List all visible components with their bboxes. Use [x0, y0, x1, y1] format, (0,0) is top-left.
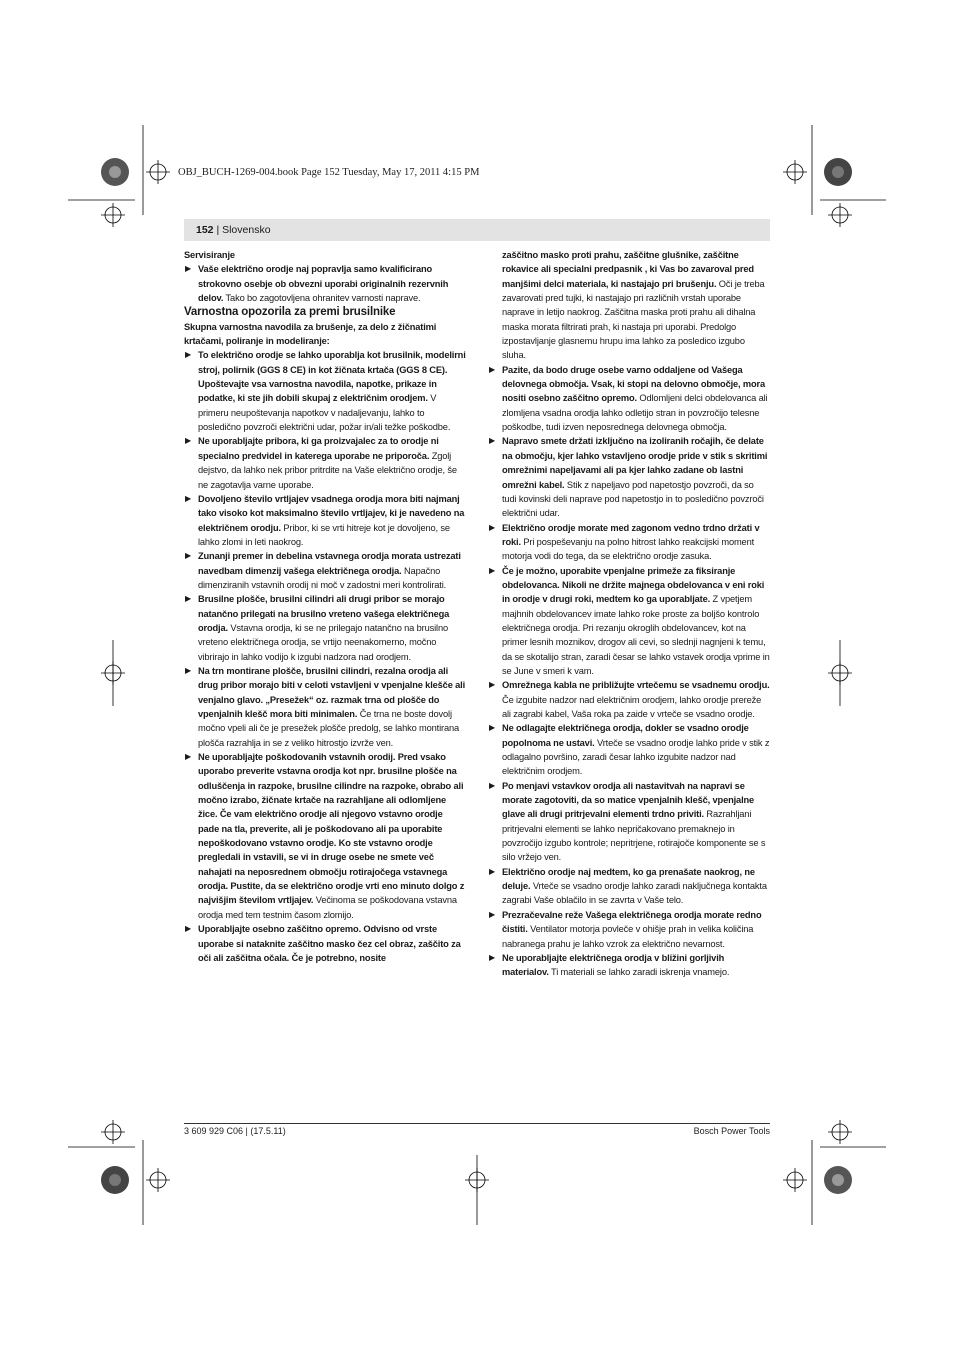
- triangle-right-icon: ▶: [185, 436, 192, 446]
- left-column: [184, 248, 466, 965]
- page-label: [196, 224, 271, 236]
- footer-brand: Bosch Power Tools: [693, 1126, 770, 1136]
- servicing-heading: Servisiranje: [184, 250, 235, 260]
- header-separator: |: [213, 224, 223, 236]
- triangle-right-icon: ▶: [185, 264, 192, 274]
- safety-bullet: ▶ Po menjavi vstavkov orodja ali nastavitvah na napravi se morate zagotoviti, da so matice vpenjalnih klešč, vpenjalne glave ali drugi pritrjevalni elementi trdno priviti. Razrahljani pritrjevalni elementi se lahko nepričakovano premaknejo in povzročijo izgubo kontrole; nepritrjene, rotirajoče komponente se s silo vržejo ven.: [489, 780, 766, 863]
- continued-paragraph: zaščitno masko proti prahu, zaščitne glušnike, zaščitne rokavice ali specialni predpasnik , ki Vas bo zavaroval pred manjšimi delci materiala, ki nastajajo pri brušenju. Oči je treba zavarovati pred tujki, ki nastajajo pri različnih vrstah uporabe naprave in letijo naokrog. Zaščitna maska proti prahu ali dihalna maska morata filtrirati prah, ki nastaja pri uporabi. Predolgo izpostavljanje glasnemu hrupu ima lahko za posledico izgubo sluha.: [502, 250, 765, 361]
- triangle-right-icon: ▶: [185, 665, 192, 675]
- safety-bullet: ▶ Uporabljajte osebno zaščitno opremo. Odvisno od vrste uporabe si nataknite zaščitno masko čez cel obraz, zaščito za oči ali zaščitna očala. Če je potrebno, nosite: [185, 924, 461, 963]
- safety-bullet: ▶ Pazite, da bodo druge osebe varno oddaljene od Vašega delovnega območja. Vsak, ki stopi na delovno območje, mora nositi osebno zaščitno opremo. Odlomljeni delci obdelovanca ali zlomljena vsadna orodja lahko odletijo stran in povzročijo telesne poškodbe, tudi izven neposrednega delovnega območja.: [489, 364, 768, 433]
- right-bullet-list: [488, 363, 770, 980]
- triangle-right-icon: ▶: [185, 350, 192, 360]
- triangle-right-icon: ▶: [185, 493, 192, 503]
- header-language: Slovensko: [222, 224, 271, 236]
- safety-bullet: ▶ Prezračevalne reže Vašega električnega orodja morate redno čistiti. Ventilator motorja povleče v ohišje prah in velika količina nabranega prahu je lahko vzrok za električno nevarnost.: [489, 909, 762, 949]
- section-intro: Skupna varnostna navodila za brušenje, za delo z žičnatimi krtačami, poliranje in modeliranje:: [184, 321, 437, 347]
- safety-bullet: ▶ Ne uporabljajte poškodovanih vstavnih orodij. Pred vsako uporabo preverite vstavna orodja kot npr. brusilne plošče na odluščenja in razpoke, brusilne cilindre na razpoke, obrabo ali močno izrabo, žičnate krtače na razrahljane ali odlomljene žice. Če vam električno orodje ali njegovo vstavno orodje pade na tla, preverite, ali je poškodovano ali pa uporabite nepoškodovano vstavno orodje. Ko ste vstavno orodje pregledali in vstavili, se vi in druge osebe ne smete več nahajati na neposrednem območju rotirajočega vstavnega orodja. Pustite, da se električno orodje vrti eno minuto dolgo z najvišjim številom vrtljajev. Večinoma se poškodovana vstavna orodja med tem testnim časom zlomijo.: [185, 752, 465, 920]
- triangle-right-icon: ▶: [489, 866, 496, 876]
- triangle-right-icon: ▶: [489, 952, 496, 962]
- footer-divider: [184, 1123, 770, 1124]
- safety-bullet: ▶ To električno orodje se lahko uporablja kot brusilnik, modelirni stroj, polirnik (GGS 8 CE) in kot žičnata krtača (GGS 8 CE). Upoštevajte vsa varnostna navodila, napotke, prikaze in podatke, ki ste jih dobili skupaj z električnim orodjem. V primeru neupoštevanja napotkov v nadaljevanju, lahko to posledično povzroči električni udar, požar in/ali težke poškodbe.: [185, 350, 466, 433]
- safety-bullet: ▶ Električno orodje morate med zagonom vedno trdno držati v roki. Pri pospeševanju na polno hitrost lahko reakcijski moment motorja vodi do tega, da se električno orodje zasuka.: [489, 522, 760, 562]
- triangle-right-icon: ▶: [489, 565, 496, 575]
- safety-bullet: ▶ Če je možno, uporabite vpenjalne primeže za fiksiranje obdelovanca. Nikoli ne držite majnega obdelovanca v eni roki in orodje v drugi roki, medtem ko ga uporabljate. Z vpetjem majhnih obdelovancev imate lahko roke proste za boljšo kontrolo električnega orodja. Pri rezanju okroglih obdelovancev, kot na primer lesnih moznikov, drogov ali cevi, so slednji nagnjeni k temu, da se skotalijo stran, zaradi česar se lahko vstavek orodja vprime in se June v smeri k vam.: [489, 565, 770, 676]
- servicing-bullet: ▶ Vaše električno orodje naj popravlja samo kvalificirano strokovno osebje ob obvezni uporabi originalnih rezervnih delov. Tako bo zagotovljena ohranitev varnosti naprave.: [185, 264, 449, 304]
- section-heading: Varnostna opozorila za premi brusilnike: [184, 306, 396, 319]
- safety-bullet: ▶ Omrežnega kabla ne približujte vrtečemu se vsadnemu orodju. Če izgubite nadzor nad električnim orodjem, lahko orodje prereže ali zagrabi kabel, Vaša roka pa zaide v vrteče se vsadno orodje.: [489, 680, 770, 719]
- triangle-right-icon: ▶: [489, 680, 496, 690]
- safety-bullet: ▶ Ne uporabljajte električnega orodja v bližini gorljivih materialov. Ti materiali se lahko zaradi iskrenja vnamejo.: [489, 952, 730, 978]
- print-info: OBJ_BUCH-1269-004.book Page 152 Tuesday, May 17, 2011 4:15 PM: [178, 167, 480, 178]
- page-number: 152: [196, 224, 214, 236]
- triangle-right-icon: ▶: [489, 909, 496, 919]
- left-bullet-list: [184, 348, 466, 965]
- triangle-right-icon: ▶: [185, 594, 192, 604]
- safety-bullet: ▶ Napravo smete držati izključno na izoliranih ročajih, če delate na območju, kjer lahko vstavljeno orodje pride v stik s skritimi omrežnimi napeljavami ali pa kjer lahko zadane ob lastni omrežni kabel. Stik z napeljavo pod napetostjo povzroči, da so tudi kovinski deli naprave pod napetostjo in to posledično povzroči električni udar.: [489, 436, 768, 519]
- triangle-right-icon: ▶: [489, 364, 496, 374]
- safety-bullet: ▶ Električno orodje naj medtem, ko ga prenašate naokrog, ne deluje. Vrteče se vsadno orodje lahko zaradi naključnega kontakta zagrabi Vaše oblačilo in se zavrta v Vaše telo.: [489, 866, 767, 906]
- safety-bullet: ▶ Na trn montirane plošče, brusilni cilindri, rezalna orodja ali drug pribor morajo biti v celoti vstavljeni v vpenjalne klešče ali venjalno glavo. „Presežek“ oz. razmak trna od plošče do vpenjalnih klešč mora biti minimalen. Če trna ne boste dovolj močno vpeli ali če je presežek plošče predolg, se lahko montirana plošča razrahlja in se z veliko hitrostjo izvrže ven.: [185, 665, 466, 748]
- safety-bullet: ▶ Ne uporabljajte pribora, ki ga proizvajalec za to orodje ni specialno predvidel in katerega uporabe ne priporoča. Zgolj dejstvo, da lahko nek pribor pritrdite na Vaše električno orodje, še ne zagotavlja varne uporabe.: [185, 436, 457, 490]
- safety-bullet: ▶ Zunanji premer in debelina vstavnega orodja morata ustrezati navedbam dimenzij vašega električnega orodja. Napačno dimenziranih vstavnih orodij ni moč v zadostni meri kontrolirati.: [185, 551, 461, 590]
- triangle-right-icon: ▶: [185, 924, 192, 934]
- triangle-right-icon: ▶: [489, 723, 496, 733]
- footer-document-number: 3 609 929 C06 | (17.5.11): [184, 1126, 286, 1136]
- triangle-right-icon: ▶: [185, 551, 192, 561]
- page-header: [184, 219, 770, 241]
- safety-bullet: ▶ Brusilne plošče, brusilni cilindri ali drugi pribor se morajo natančno prilegati na brusilno vreteno vašega električnega orodja. Vstavna orodja, ki se ne prilegajo natančno na brusilno vreteno električnega orodja, se vrtijo neenakomerno, močno vibrirajo in lahko vodijo k izgubi nadzora nad orodjem.: [185, 594, 450, 662]
- safety-bullet: ▶ Ne odlagajte električnega orodja, dokler se vsadno orodje popolnoma ne ustavi. Vrteče se vsadno orodje lahko pride v stik z odlagalno površino, zaradi česar lahko izgubite nadzor nad električnim orodjem.: [489, 723, 770, 777]
- right-column: [488, 248, 770, 980]
- triangle-right-icon: ▶: [185, 752, 192, 762]
- safety-bullet: ▶ Dovoljeno število vrtljajev vsadnega orodja mora biti najmanj tako visoko kot maksimalno število vrtljajev, ki je navedeno na električnem orodju. Pribor, ki se vrti hitreje kot je dovoljeno, se lahko zlomi in leti naokrog.: [185, 493, 465, 547]
- triangle-right-icon: ▶: [489, 780, 496, 790]
- triangle-right-icon: ▶: [489, 436, 496, 446]
- triangle-right-icon: ▶: [489, 522, 496, 532]
